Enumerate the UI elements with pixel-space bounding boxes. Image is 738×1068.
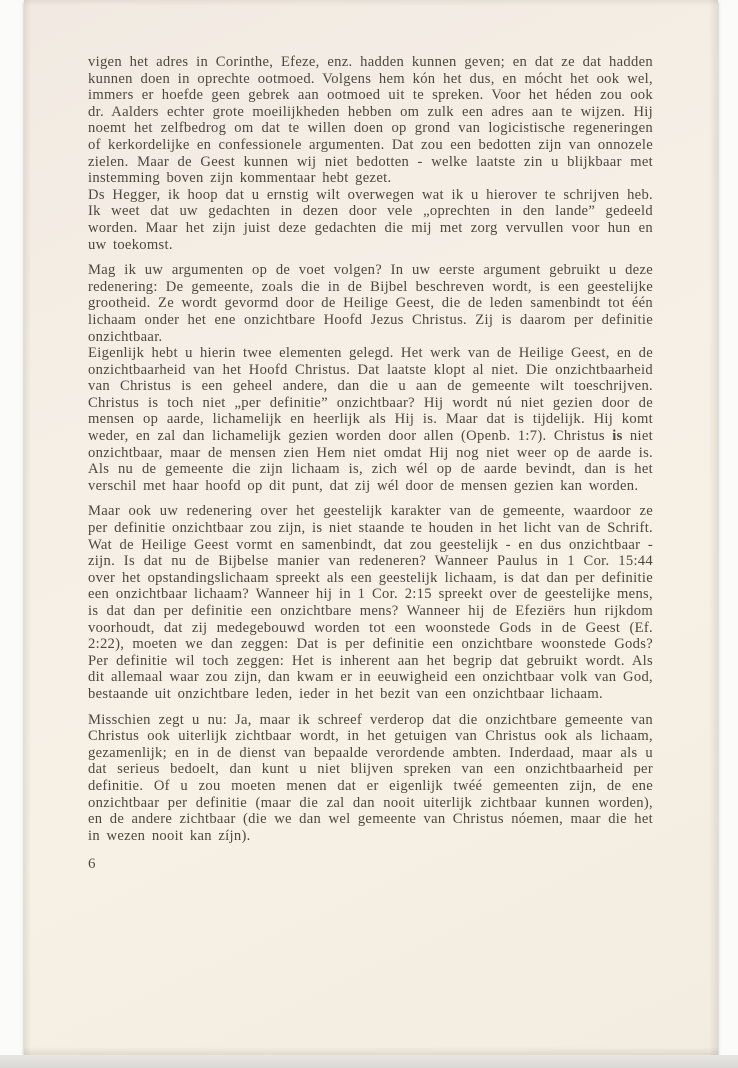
paragraph-4-post: niet onzichtbaar, maar de mensen zien Hem niet omdat Hij nog niet weer op de aarde is. Als nu de gemeente die zijn lichaam is, zich wél op de aarde bevindt, dan is het verschil met haar hoofd op dit punt, dat zij wél door de mensen gezien kan worden.: [88, 428, 653, 494]
paragraph-3: Mag ik uw argumenten op de voet volgen? In uw eerste argument gebruikt u deze redenering: De gemeente, zoals die in de Bijbel beschreven wordt, is een geestelijke grootheid. Ze wordt gevormd door de Heilige Geest, die de leden samenbindt tot één lichaam onder het ene onzichtbare Hoofd Jezus Christus. Zij is daarom per definitie onzichtbaar.: [88, 262, 653, 345]
paragraph-6: Misschien zegt u nu: Ja, maar ik schreef verderop dat die onzichtbare gemeente van Christus ook uiterlijk zichtbaar wordt, in het getuigen van Christus ook als lichaam, gezamenlijk; en in de dienst van bepaalde verordende ambten. Inderdaad, maar als u dat serieus bedoelt, dan kunt u niet blijven spreken van een onzichtbaarheid per definitie. Of u zou moeten menen dat er eigenlijk twéé gemeenten zijn, de ene onzichtbaar per definitie (maar die zal dan nooit uiterlijk zichtbaar kunnen worden), en de andere zichtbaar (die we dan wel gemeente van Christus nóemen, maar die het in wezen nooit kan zíjn).: [88, 711, 653, 844]
paragraph-4-pre: Eigenlijk hebt u hierin twee elementen gelegd. Het werk van de Heilige Geest, en de onzichtbaarheid van het Hoofd Christus. Dat laatste klopt al niet. Die onzichtbaarheid van Christus is een geheel andere, dan die u aan de gemeente wilt toeschrijven. Christus is toch niet „per definitie” onzichtbaar? Hij wordt nú niet gezien door de mensen op aarde, lichamelijk en heerlijk als Hij is. Maar dat is tijdelijk. Hij komt weder, en zal dan lichamelijk gezien worden door allen (Openb. 1:7). Christus: [88, 345, 653, 445]
paragraph-2: Ds Hegger, ik hoop dat u ernstig wilt overwegen wat ik u hierover te schrijven heb. Ik weet dat uw gedachten in dezen door vele „oprechten in den lande” gedeeld worden. Maar het zijn juist deze gedachten die mij met zorg vervullen voor hun en uw toekomst.: [88, 186, 653, 253]
paragraph-1: vigen het adres in Corinthe, Efeze, enz. hadden kunnen geven; en dat ze dat hadden kunnen doen in oprechte ootmoed. Volgens hem kón het dus, en mócht het ook wel, immers er hoefde geen gebrek aan ootmoed uit te spreken. Voor het héden zou ook dr. Aalders echter grote moeilijkheden hebben om zulk een adres aan te wijzen. Hij noemt het zelfbedrog om dat te willen doen op grond van logicistische regeneringen of kerkordelijke en confessionele argumenten. Dat zou een bedotten zijn van onnozele zielen. Maar de Geest kunnen wij niet bedotten - welke laatste zin u blijkbaar met instemming boven zijn kommentaar hebt gezet.: [88, 54, 653, 187]
emphasized-word: is: [612, 428, 623, 445]
paragraph-4: [88, 345, 653, 494]
scan-surface-shadow: [0, 1055, 738, 1068]
page-number: 6: [88, 856, 96, 873]
book-page: [24, 0, 718, 1056]
paragraph-5: Maar ook uw redenering over het geestelijk karakter van de gemeente, waardoor ze per definitie onzichtbaar zou zijn, is niet staande te houden in het licht van de Schrift. Wat de Heilige Geest vormt en samenbindt, dat zou geestelijk - en dus onzichtbaar - zijn. Is dat nu de Bijbelse manier van redeneren? Wanneer Paulus in 1 Cor. 15:44 over het opstandingslichaam spreekt als een geestelijk lichaam, is dat dan per definitie een onzichtbaar lichaam? Wanneer hij in 1 Cor. 2:15 spreekt over de geestelijke mens, is dat dan per definitie een onzichtbare mens? Wanneer hij de Efeziërs hun rijkdom voorhoudt, dat zij medegebouwd worden tot een woonstede Gods in de Geest (Ef. 2:22), moeten we dan zeggen: Dat is per definitie een onzichtbare woonstede Gods? Per definitie wil toch zeggen: Het is inherent aan het begrip dat gebruikt wordt. Als dit allemaal waar zou zijn, dan kwam er in eeuwigheid een onzichtbaar volk van God, bestaande uit onzichtbare leden, ieder in het bezit van een onzichtbaar lichaam.: [88, 503, 653, 702]
page-text-block: [88, 54, 653, 873]
